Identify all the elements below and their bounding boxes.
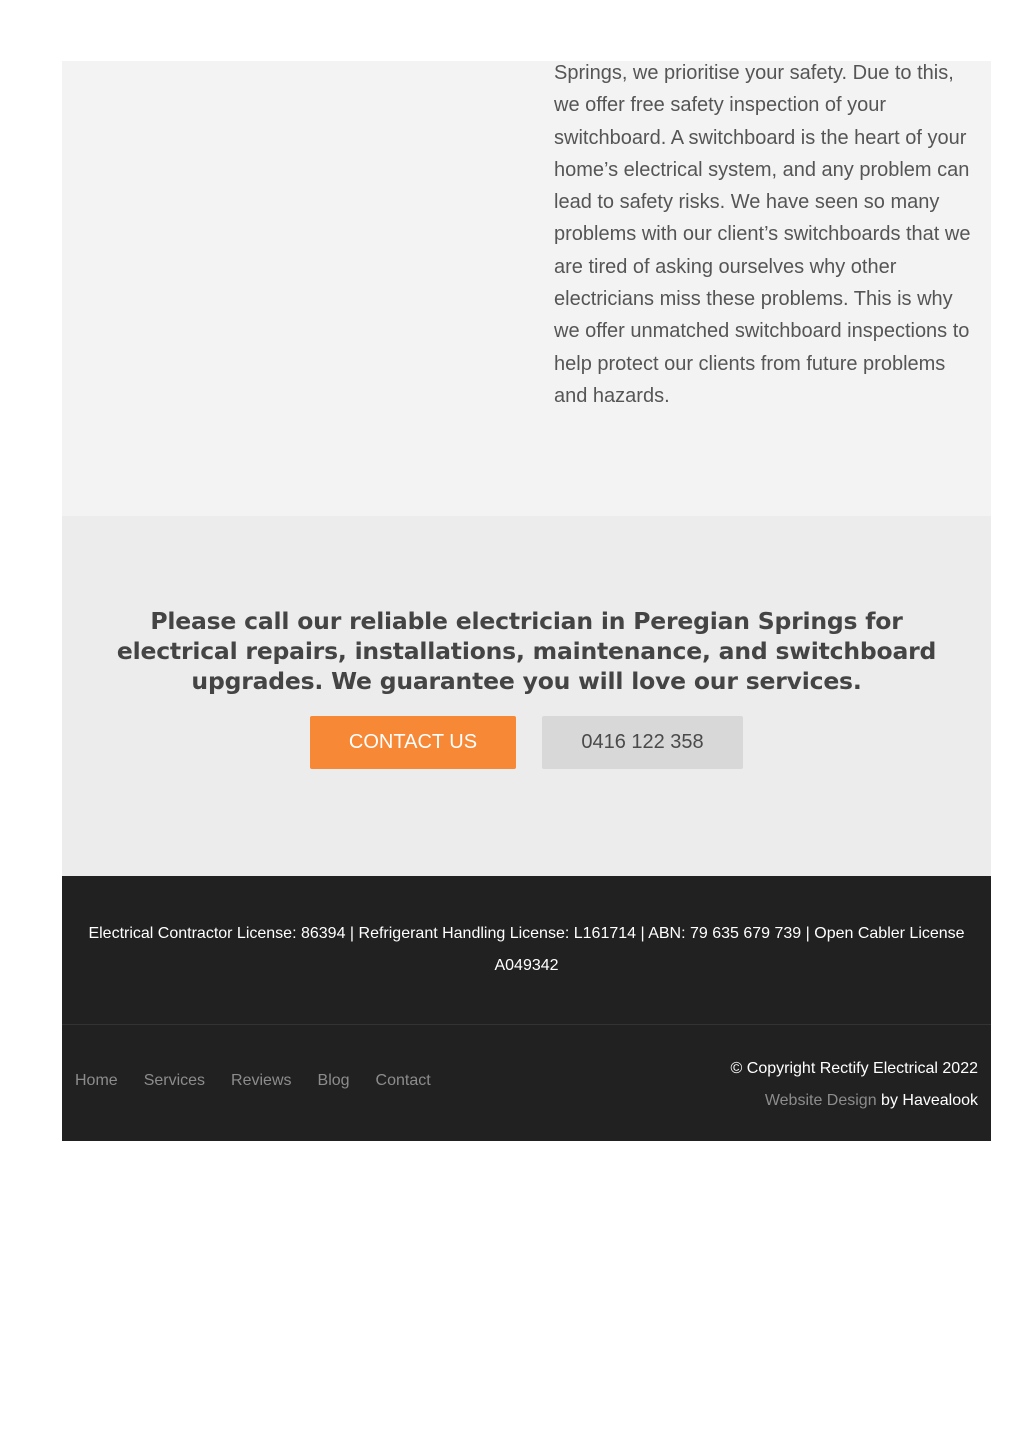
license-info: Electrical Contractor License: 86394 | Refrigerant Handling License: L161714 | ABN: 79 635 679 739 | Open Cabler License A049342 [88, 925, 965, 974]
cta-heading: Please call our reliable electrician in Peregian Springs for electrical repairs, installations, maintenance, and switchboard upgrades. We guarantee you will love our services. [116, 607, 937, 695]
content-wrapper [62, 61, 991, 1141]
footer-nav-contact[interactable]: Contact [375, 1072, 431, 1089]
footer-nav-reviews[interactable]: Reviews [231, 1072, 292, 1089]
contact-us-button[interactable]: CONTACT US [310, 716, 516, 769]
site-footer [62, 876, 991, 1141]
footer-bottom-bar [62, 1025, 991, 1141]
switchboard-intro-section [62, 61, 991, 516]
phone-number-button[interactable]: 0416 122 358 [542, 716, 743, 769]
call-to-action-section [62, 516, 991, 876]
design-credit [731, 1085, 978, 1117]
design-credit-author: by Havealook [876, 1092, 978, 1109]
switchboard-intro-paragraph: Springs, we prioritise your safety. Due to this, we offer free safety inspection of your switchboard. A switchboard is the heart of your home’s electrical system, and any problem can lead to safety risks. We have seen so many problems with our client’s switchboards that we are tired of asking ourselves why other electricians miss these problems. This is why we offer unmatched switchboard inspections to help protect our clients from future problems and hazards. [554, 62, 971, 407]
footer-nav [75, 1072, 431, 1090]
website-design-link[interactable]: Website Design [764, 1092, 877, 1109]
footer-license-bar [62, 876, 991, 1025]
footer-nav-services[interactable]: Services [143, 1072, 206, 1089]
cta-buttons [62, 716, 991, 769]
copyright-text: © Copyright Rectify Electrical 2022 [730, 1060, 978, 1077]
footer-nav-blog[interactable]: Blog [317, 1072, 350, 1089]
footer-nav-home[interactable]: Home [75, 1072, 118, 1089]
footer-credits [731, 1053, 978, 1117]
